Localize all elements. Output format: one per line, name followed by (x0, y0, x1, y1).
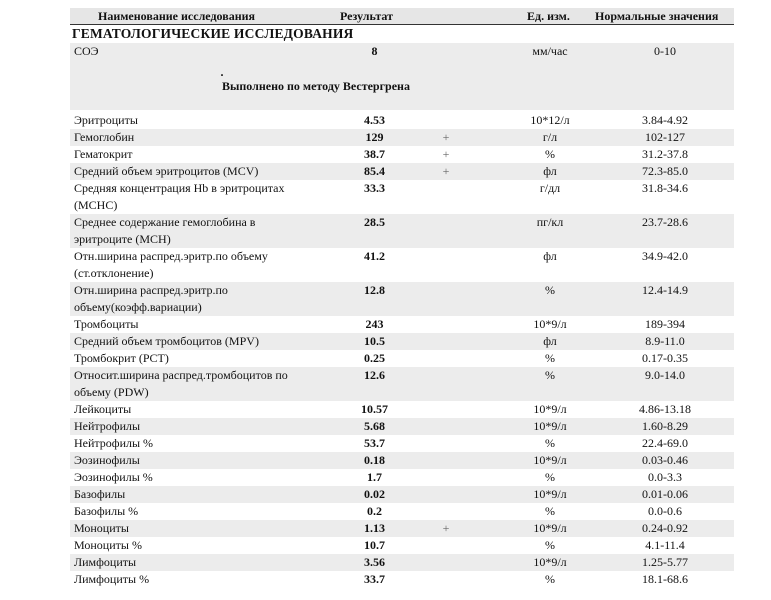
row-flag: + (442, 130, 450, 144)
row-result: 10.5 (364, 334, 385, 348)
row-name: Тромбокрит (PCT) (74, 351, 169, 365)
table-row (70, 554, 734, 571)
table-row (70, 469, 734, 486)
row-result: 1.7 (367, 470, 382, 484)
row-name: Лимфоциты (74, 555, 137, 569)
row-result: 1.13 (364, 521, 385, 535)
row-result: 5.68 (364, 419, 385, 433)
row-result: 0.18 (364, 453, 385, 467)
row-name: Эозинофилы (74, 453, 140, 467)
row-name: Моноциты % (74, 538, 142, 552)
row-unit: 10*9/л (533, 487, 567, 501)
row-norm: 3.84-4.92 (642, 113, 688, 127)
table-row (70, 520, 734, 537)
row-name: Отн.ширина распред.эритр.по объему(коэфф.вариации) (74, 283, 228, 314)
row-result: 0.25 (364, 351, 385, 365)
table-row (70, 112, 734, 129)
row-norm: 31.2-37.8 (642, 147, 688, 161)
row-result: 0.02 (364, 487, 385, 501)
row-unit: % (545, 351, 555, 365)
row-norm: 189-394 (645, 317, 685, 331)
row-norm: 4.1-11.4 (645, 538, 685, 552)
header-name: Наименование исследования (98, 9, 256, 23)
header-unit: Ед. изм. (527, 9, 570, 23)
row-norm: 0.0-0.6 (648, 504, 682, 518)
row-result: 38.7 (364, 147, 385, 161)
row-name: Лимфоциты % (74, 572, 150, 586)
row-flag: + (442, 147, 450, 161)
section-title: ГЕМАТОЛОГИЧЕСКИЕ ИССЛЕДОВАНИЯ (72, 26, 354, 41)
row-unit: 10*9/л (533, 317, 567, 331)
row-result: 3.56 (364, 555, 385, 569)
row-result: 85.4 (364, 164, 385, 178)
row-unit: % (545, 147, 555, 161)
table-row (70, 316, 734, 333)
table-row (70, 401, 734, 418)
row-unit: 10*9/л (533, 419, 567, 433)
row-norm: 0.03-0.46 (642, 453, 688, 467)
row-flag: + (442, 164, 450, 178)
row-result: 33.3 (364, 181, 385, 195)
row-result: 12.8 (364, 283, 385, 297)
table-row (70, 571, 734, 588)
row-unit: % (545, 538, 555, 552)
row-norm: 0.24-0.92 (642, 521, 688, 535)
row-unit: 10*9/л (533, 521, 567, 535)
row-unit: мм/час (532, 44, 568, 58)
row-result: 12.6 (364, 368, 385, 382)
row-name: Моноциты (74, 521, 129, 535)
row-unit: % (545, 436, 555, 450)
row-norm: 4.86-13.18 (639, 402, 691, 416)
row-name: Средняя концентрация Hb в эритроцитах (MCHC) (74, 181, 285, 212)
table-row (70, 180, 734, 214)
row-name: Относит.ширина распред.тромбоцитов по объему (PDW) (74, 368, 288, 399)
row-name: Отн.ширина распред.эритр.по объему (ст.отклонение) (74, 249, 268, 280)
row-unit: 10*9/л (533, 453, 567, 467)
row-norm: 0.01-0.06 (642, 487, 688, 501)
row-unit: фл (543, 164, 557, 178)
table-row (70, 452, 734, 469)
row-name: Нейтрофилы (74, 419, 141, 433)
row-result: 0.2 (367, 504, 382, 518)
row-unit: % (545, 368, 555, 382)
table-row (70, 129, 734, 146)
row-norm: 0-10 (654, 44, 676, 58)
row-unit: % (545, 283, 555, 297)
row-unit: фл (543, 334, 557, 348)
row-unit: г/л (542, 130, 558, 144)
table-row (70, 333, 734, 350)
table-row (70, 163, 734, 180)
row-name: Тромбоциты (74, 317, 139, 331)
table-row (70, 214, 734, 248)
table-row (70, 367, 734, 401)
table-row (70, 248, 734, 282)
row-norm: 1.60-8.29 (642, 419, 688, 433)
row-norm: 22.4-69.0 (642, 436, 688, 450)
table-row (70, 418, 734, 435)
row-name: Гематокрит (74, 147, 133, 161)
row-unit: 10*12/л (530, 113, 570, 127)
row-unit: % (545, 572, 555, 586)
row-result: 41.2 (364, 249, 385, 263)
row-result: 28.5 (364, 215, 385, 229)
row-name: Базофилы (74, 487, 126, 501)
row-name: Эритроциты (74, 113, 138, 127)
table-row (70, 537, 734, 554)
row-unit: % (545, 470, 555, 484)
row-name: СОЭ (74, 44, 99, 58)
row-name: Средний объем эритроцитов (MCV) (74, 164, 259, 178)
table-header (70, 8, 734, 25)
row-result: 33.7 (364, 572, 385, 586)
row-norm: 8.9-11.0 (645, 334, 685, 348)
row-unit: % (545, 504, 555, 518)
row-flag: + (442, 521, 450, 535)
row-norm: 23.7-28.6 (642, 215, 688, 229)
row-norm: 1.25-5.77 (642, 555, 688, 569)
table-row (70, 486, 734, 503)
row-norm: 12.4-14.9 (642, 283, 688, 297)
row-norm: 0.17-0.35 (642, 351, 688, 365)
row-norm: 31.8-34.6 (642, 181, 688, 195)
row-norm: 18.1-68.6 (642, 572, 688, 586)
row-result: 4.53 (364, 113, 385, 127)
row-name: Гемоглобин (74, 130, 135, 144)
row-unit: 10*9/л (533, 555, 567, 569)
row-norm: 34.9-42.0 (642, 249, 688, 263)
row-unit: пг/кл (536, 215, 564, 229)
row-norm: 102-127 (645, 130, 685, 144)
row-norm: 72.3-85.0 (642, 164, 688, 178)
table-row (70, 435, 734, 452)
header-result: Результат (340, 9, 394, 23)
row-result: 243 (365, 317, 384, 331)
row-name: Среднее содержание гемоглобина в эритроците (MCH) (74, 215, 256, 246)
row-name: Нейтрофилы % (74, 436, 154, 450)
row-name: Средний объем тромбоцитов (MPV) (74, 334, 259, 348)
row-norm: 0.0-3.3 (648, 470, 682, 484)
table-row (70, 43, 734, 110)
table-row (70, 350, 734, 367)
row-name: Эозинофилы % (74, 470, 153, 484)
row-unit: фл (543, 249, 557, 263)
row-result: 53.7 (364, 436, 385, 450)
method-note: Выполнено по методу Вестергрена (222, 79, 410, 93)
row-unit: 10*9/л (533, 402, 567, 416)
row-name: Лейкоциты (74, 402, 132, 416)
table-row (70, 503, 734, 520)
row-result: 10.57 (361, 402, 388, 416)
row-norm: 9.0-14.0 (645, 368, 685, 382)
note-marker: · (220, 68, 225, 82)
row-result: 129 (365, 130, 384, 144)
row-result: 10.7 (364, 538, 385, 552)
header-norm: Нормальные значения (595, 9, 719, 23)
table-row (70, 282, 734, 316)
table-row (70, 146, 734, 163)
row-name: Базофилы % (74, 504, 139, 518)
row-unit: г/дл (539, 181, 561, 195)
row-result: 8 (371, 44, 378, 58)
